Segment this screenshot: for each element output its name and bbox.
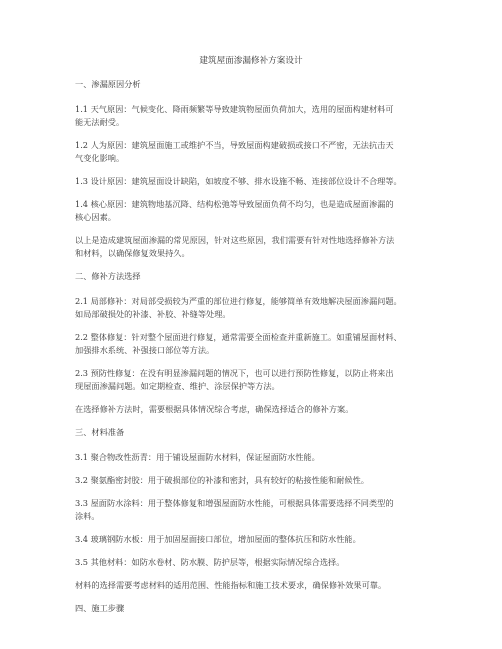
paragraph bbox=[75, 556, 430, 569]
paragraph-line: 以上是造成建筑屋面渗漏的常见原因，针对这些原因，我们需要有针对性地选择修补方法 bbox=[75, 235, 395, 245]
paragraph-line: 3.1 聚合物改性沥青：用于铺设屋面防水材料，保证屋面防水性能。 bbox=[75, 452, 320, 462]
section-heading: 四、施工步骤 bbox=[75, 603, 125, 613]
paragraph-line: 2.3 预防性修复：在没有明显渗漏问题的情况下，也可以进行预防性修复，以防止将来出 bbox=[75, 368, 394, 378]
paragraph bbox=[75, 331, 430, 357]
paragraph bbox=[75, 533, 430, 546]
paragraph-line: 2.2 整体修复：针对整个屋面进行修复，通常需要全面检查并重新施工。如重铺屋面材料、 bbox=[75, 332, 402, 342]
paragraph-line: 和材料，以确保修复效果持久。 bbox=[75, 248, 190, 258]
paragraph-line: 3.3 屋面防水涂料：用于整体修复和增强屋面防水性能，可根据具体需要选择不同类型的 bbox=[75, 498, 394, 508]
document-body bbox=[75, 78, 430, 627]
paragraph bbox=[75, 234, 430, 260]
paragraph-line: 在选择修补方法时，需要根据具体情况综合考虑，确保选择适合的修补方案。 bbox=[75, 404, 354, 414]
paragraph bbox=[75, 103, 430, 129]
paragraph-line: 3.2 聚氨酯密封胶：用于破损部位的补漆和密封，具有较好的粘接性能和耐候性。 bbox=[75, 475, 369, 485]
paragraph-line: 核心因素。 bbox=[75, 212, 116, 222]
section-heading: 二、修补方法选择 bbox=[75, 271, 141, 281]
document-title: 建筑屋面渗漏修补方案设计 bbox=[199, 56, 303, 66]
paragraph-line: 能无法耐受。 bbox=[75, 117, 125, 127]
paragraph-line: 2.1 局部修补：对局部受损较为严重的部位进行修复，能够简单有效地解决屋面渗漏问题。 bbox=[75, 296, 402, 306]
paragraph bbox=[75, 403, 430, 416]
paragraph-line: 涂料。 bbox=[75, 511, 100, 521]
paragraph-line: 如局部破损处的补漆、补胶、补缝等处理。 bbox=[75, 309, 231, 319]
paragraph-line: 1.3 设计原因：建筑屋面设计缺陷，如坡度不够、排水设施不畅、连接部位设计不合理等。 bbox=[75, 176, 402, 186]
paragraph-line: 3.5 其他材料：如防水卷材、防水膜、防护层等，根据实际情况综合选择。 bbox=[75, 557, 345, 567]
paragraph bbox=[75, 175, 430, 188]
paragraph-line: 现屋面渗漏问题。如定期检查、维护、涂层保护等方法。 bbox=[75, 381, 280, 391]
paragraph-line: 气变化影响。 bbox=[75, 153, 125, 163]
paragraph bbox=[75, 198, 430, 224]
paragraph bbox=[75, 367, 430, 393]
section-heading: 一、渗漏原因分析 bbox=[75, 79, 141, 89]
paragraph-line: 1.4 核心原因：建筑物地基沉降、结构松弛等导致屋面负荷不均匀，也是造成屋面渗漏的 bbox=[75, 199, 394, 209]
paragraph-line: 1.1 天气原因：气候变化、降雨频繁等导致建筑物屋面负荷加大，选用的屋面构建材料可 bbox=[75, 104, 394, 114]
paragraph bbox=[75, 451, 430, 464]
paragraph-line: 材料的选择需要考虑材料的适用范围、性能指标和施工技术要求，确保修补效果可靠。 bbox=[75, 580, 387, 590]
paragraph-line: 1.2 人为原因：建筑屋面施工或维护不当，导致屋面构建破损或接口不严密，无法抗击天 bbox=[75, 140, 394, 150]
paragraph bbox=[75, 139, 430, 165]
paragraph bbox=[75, 295, 430, 321]
section-heading: 三、材料准备 bbox=[75, 427, 125, 437]
paragraph-line: 加强排水系统、补强接口部位等方法。 bbox=[75, 345, 215, 355]
paragraph bbox=[75, 579, 430, 592]
paragraph-line: 3.4 玻璃钢防水板：用于加固屋面接口部位，增加屋面的整体抗压和防水性能。 bbox=[75, 534, 361, 544]
paragraph bbox=[75, 474, 430, 487]
paragraph bbox=[75, 497, 430, 523]
